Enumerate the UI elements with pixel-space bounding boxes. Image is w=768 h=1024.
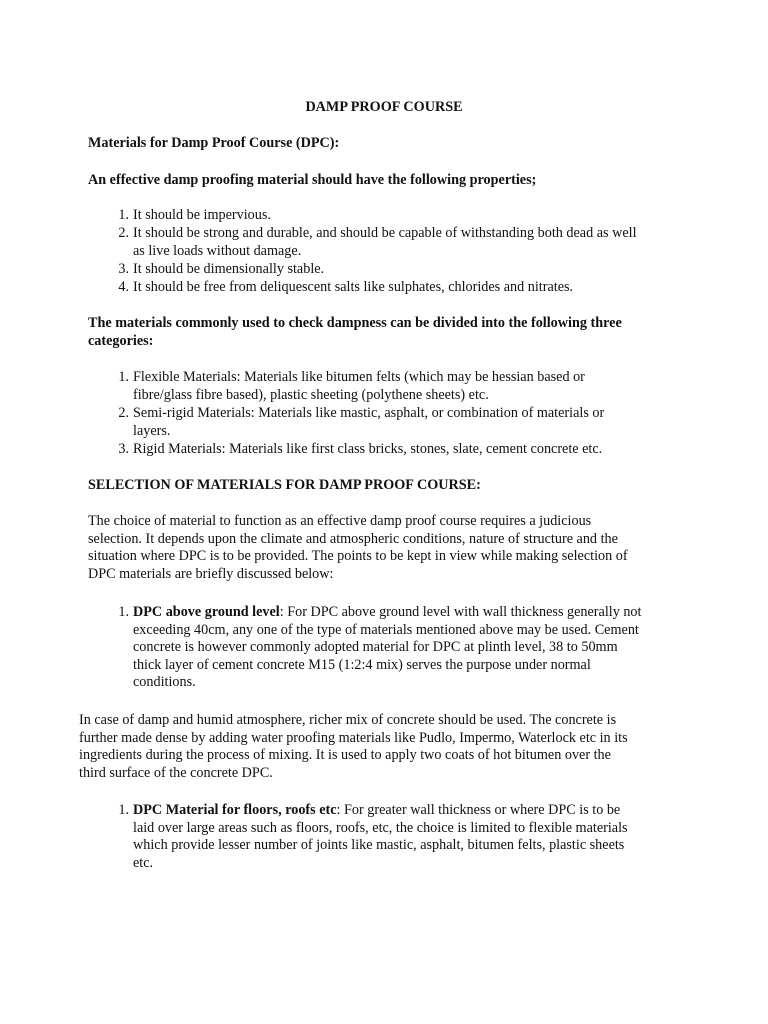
list-number: 1. — [118, 802, 129, 818]
heading-categories — [88, 315, 684, 350]
list-text: etc. — [133, 854, 154, 871]
list-number: 1. — [118, 604, 129, 620]
list-text: It should be impervious. — [133, 207, 271, 223]
list-text: : For greater wall thickness or where DPC is to be — [336, 802, 621, 818]
list-text: fibre/glass fibre based), plastic sheeting (polythene sheets) etc. — [133, 386, 489, 403]
list-text: Semi-rigid Materials: Materials like mastic, asphalt, or combination of materials or — [133, 405, 605, 421]
humid-paragraph — [79, 712, 684, 782]
list-text: It should be strong and durable, and should be capable of withstanding both dead as well — [133, 225, 637, 241]
paragraph-line: further made dense by adding water proofing materials like Pudlo, Impermo, Waterlock etc in its — [79, 729, 628, 746]
paragraph-line: situation where DPC is to be provided. The points to be kept in view while making selection of — [88, 548, 628, 565]
list-text: Flexible Materials: Materials like bitumen felts (which may be hessian based or — [133, 369, 585, 385]
list-text: : For DPC above ground level with wall thickness generally not — [279, 604, 642, 620]
list-number: 2. — [118, 405, 129, 421]
list-text: concrete is however commonly adopted material for DPC at plinth level, 38 to 50mm — [133, 639, 618, 656]
list-text: Rigid Materials: Materials like first class bricks, stones, slate, cement concrete etc. — [133, 441, 603, 457]
list-text: exceeding 40cm, any one of the type of materials mentioned above may be used. Cement — [133, 621, 639, 638]
list-text: as live loads without damage. — [133, 242, 302, 259]
list-text: It should be dimensionally stable. — [133, 261, 325, 277]
dpc-above-label: DPC above ground level — [133, 604, 280, 620]
list-text: laid over large areas such as floors, roofs, etc, the choice is limited to flexible materials — [133, 819, 628, 836]
paragraph-line: ingredients during the process of mixing. It is used to apply two coats of hot bitumen over the — [79, 747, 611, 764]
list-text: conditions. — [133, 674, 196, 691]
heading-materials: Materials for Damp Proof Course (DPC): — [88, 135, 340, 151]
list-text-first-line — [133, 604, 681, 622]
list-text: thick layer of cement concrete M15 (1:2:4 mix) serves the purpose under normal — [133, 656, 591, 673]
list-text-first-line — [133, 802, 681, 820]
heading-selection: SELECTION OF MATERIALS FOR DAMP PROOF COURSE: — [88, 477, 481, 493]
list-number: 1. — [118, 207, 129, 223]
heading-properties: An effective damp proofing material should have the following properties; — [88, 172, 537, 188]
list-number: 3. — [118, 441, 129, 457]
heading-line: The materials commonly used to check dampness can be divided into the following three — [88, 315, 622, 331]
heading-line: categories: — [88, 332, 154, 349]
paragraph-line: selection. It depends upon the climate and atmospheric conditions, nature of structure and the — [88, 530, 618, 547]
list-number: 1. — [118, 369, 129, 385]
list-number: 4. — [118, 279, 129, 295]
paragraph-line: The choice of material to function as an effective damp proof course requires a judicious — [88, 513, 592, 529]
paragraph-line: In case of damp and humid atmosphere, richer mix of concrete should be used. The concrete is — [79, 712, 617, 728]
list-text: layers. — [133, 422, 171, 439]
paragraph-line: third surface of the concrete DPC. — [79, 764, 273, 781]
dpc-floors-label: DPC Material for floors, roofs etc — [133, 802, 337, 818]
list-text: which provide lesser number of joints like mastic, asphalt, bitumen felts, plastic sheets — [133, 837, 625, 854]
selection-intro-paragraph — [88, 513, 684, 583]
list-text: It should be free from deliquescent salts like sulphates, chlorides and nitrates. — [133, 279, 574, 295]
list-number: 2. — [118, 225, 129, 241]
paragraph-line: DPC materials are briefly discussed below: — [88, 565, 334, 582]
page-title: DAMP PROOF COURSE — [305, 99, 463, 115]
list-number: 3. — [118, 261, 129, 277]
